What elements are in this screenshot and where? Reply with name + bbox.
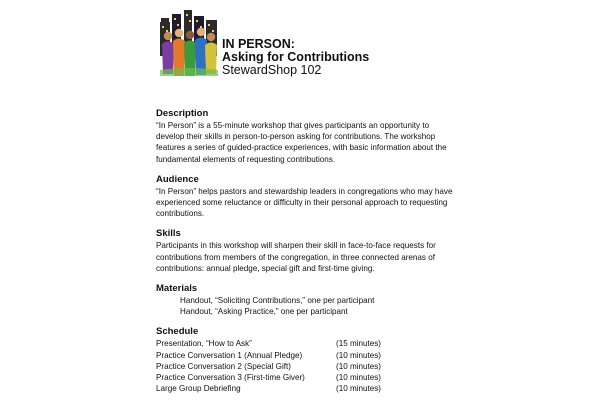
schedule-duration: (15 minutes): [336, 339, 381, 349]
description-section: [156, 108, 456, 165]
skills-text: Participants in this workshop will sharpen their skill in face-to-face requests for contributions from members of the congregation, in three connected arenas of contributions: annual pledge, special gift and first-time giving.: [156, 241, 436, 273]
schedule-item: Large Group Debriefing: [156, 384, 241, 394]
title-line-2: Asking for Contributions: [222, 50, 370, 64]
schedule-row: [156, 350, 456, 361]
schedule-item: Presentation, “How to Ask”: [156, 339, 252, 349]
schedule-item: Practice Conversation 1 (Annual Pledge): [156, 350, 303, 360]
description-heading: Description: [156, 108, 209, 119]
schedule-row: [156, 361, 456, 372]
description-text: “In Person” is a 55-minute workshop that gives participants an opportunity to develop their skills in person-to-person asking for contributions. The workshop features a series of guided-practice experiences, with basic information about the fundamental elements of requesting contributions.: [156, 121, 447, 164]
materials-heading: Materials: [156, 283, 198, 295]
schedule-row: [156, 383, 456, 394]
title-line-3: StewardShop 102: [222, 63, 322, 77]
schedule-section: [156, 326, 456, 394]
document-title: [222, 38, 369, 77]
schedule-row: [156, 338, 456, 349]
schedule-heading: Schedule: [156, 326, 199, 338]
skills-section: [156, 228, 456, 274]
schedule-row: [156, 372, 456, 383]
materials-item: Handout, “Asking Practice,” one per participant: [180, 307, 348, 317]
audience-heading: Audience: [156, 173, 199, 185]
materials-item: Handout, “Soliciting Contributions,” one per participant: [180, 296, 375, 306]
title-line-1: IN PERSON:: [222, 37, 295, 51]
schedule-item: Practice Conversation 3 (First-time Giver): [156, 373, 305, 383]
skills-heading: Skills: [156, 228, 181, 240]
schedule-duration: (10 minutes): [336, 373, 381, 383]
materials-section: [156, 283, 456, 317]
schedule-item: Practice Conversation 2 (Special Gift): [156, 361, 291, 371]
schedule-duration: (10 minutes): [336, 350, 381, 360]
audience-text: “In Person” helps pastors and stewardship leaders in congregations who may have experienced some reluctance or difficulty in their personal approach to requesting contributions.: [156, 186, 453, 219]
materials-list: [156, 295, 456, 317]
people-city-skyline-icon: [158, 8, 220, 80]
schedule-duration: (10 minutes): [336, 384, 381, 394]
schedule-duration: (10 minutes): [336, 361, 381, 371]
audience-section: [156, 174, 456, 220]
document-body: [156, 108, 456, 403]
